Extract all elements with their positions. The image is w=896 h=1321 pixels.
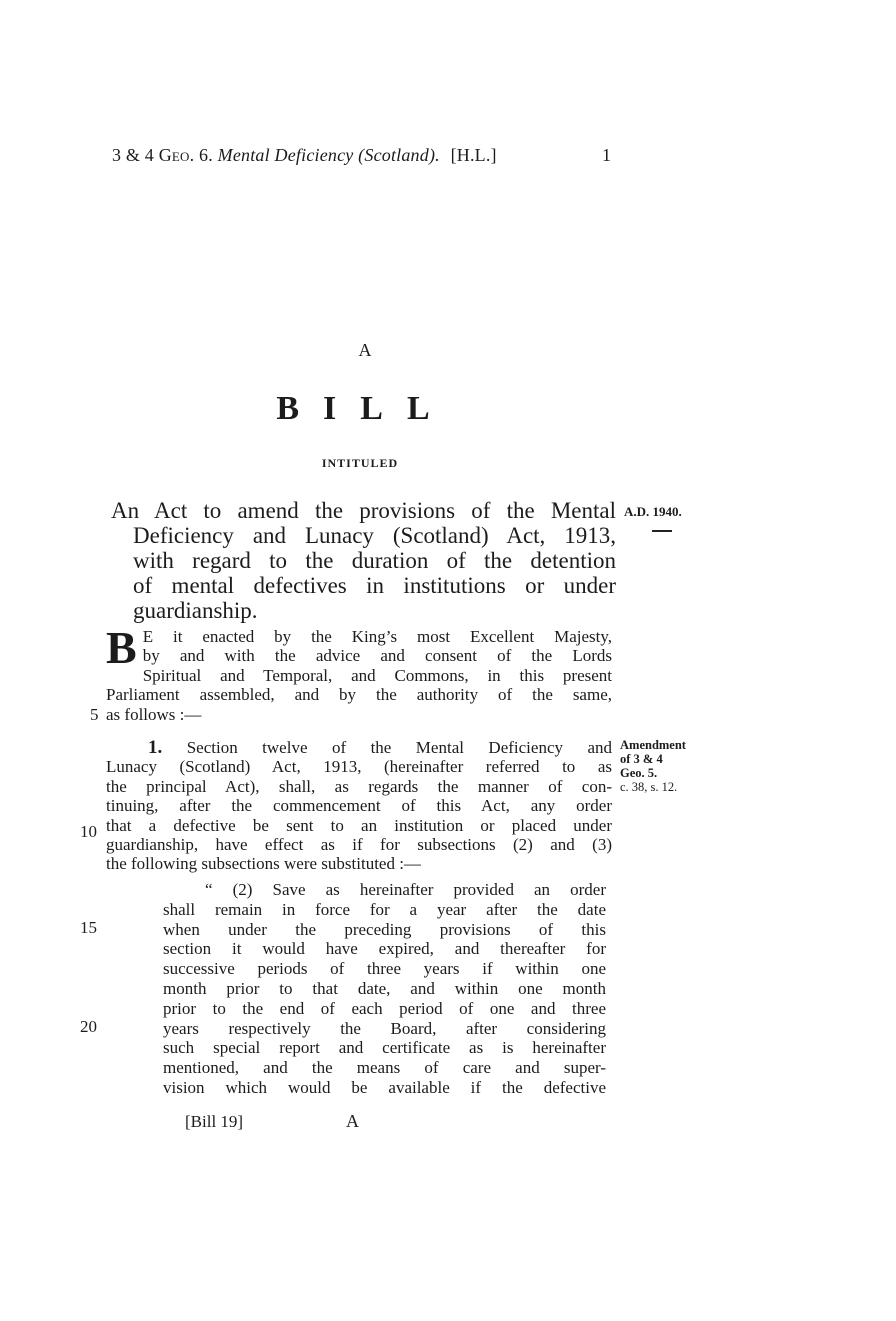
enacting-formula	[106, 622, 612, 724]
section-line: guardianship, have effect as if for subsections (2) and (3)	[106, 835, 612, 855]
quote-line: section it would have expired, and thereafter for	[163, 939, 606, 959]
section-margin-note	[620, 738, 720, 794]
section-line: tinuing, after the commencement of this Act, any order	[106, 796, 612, 816]
margin-note-heading: Amendment	[620, 738, 686, 752]
line-number: 10	[80, 822, 97, 841]
enacting-line: by and with the advice and consent of the Lords	[142, 646, 612, 666]
section-line	[106, 738, 612, 757]
margin-rule	[652, 530, 672, 532]
section-number: 1.	[148, 737, 163, 758]
quote-line: shall remain in force for a year after the date	[163, 899, 606, 919]
margin-note-line: c. 38, s. 12.	[620, 780, 678, 794]
page-number: 1	[602, 145, 611, 165]
section-line: that a defective be sent to an institution or placed under	[106, 815, 612, 835]
margin-year: A.D. 1940.	[624, 504, 682, 519]
title-bill: BILL	[276, 390, 454, 427]
long-title-line: of mental defectives in institutions or under	[133, 573, 616, 598]
quote-line: such special report and certificate as is hereinafter	[163, 1038, 606, 1058]
enacting-line: E it enacted by the King’s most Excellent Majesty,	[142, 627, 612, 646]
section-line: Lunacy (Scotland) Act, 1913, (hereinafter referred to as	[106, 757, 612, 777]
long-title	[111, 498, 616, 623]
dropcap: B	[106, 622, 137, 673]
title-intituled: INTITULED	[321, 456, 399, 470]
quote-line: prior to the end of each period of one and three	[163, 998, 606, 1018]
enacting-line: as follows :—	[106, 704, 202, 724]
quote-line: “ (2) Save as hereinafter provided an order	[205, 880, 606, 899]
signature-mark: A	[346, 1111, 359, 1131]
quote-line: month prior to that date, and within one month	[163, 978, 606, 998]
short-title: Mental Deficiency (Scotland).	[217, 145, 440, 165]
long-title-line: Deficiency and Lunacy (Scotland) Act, 1913,	[133, 523, 616, 548]
regnal-year: 3 & 4 Geo. 6.	[112, 145, 213, 165]
enacting-line: Spiritual and Temporal, and Commons, in this present	[142, 665, 612, 685]
house-marker: [H.L.]	[450, 145, 497, 165]
section-line: the principal Act), shall, as regards the manner of con-	[106, 776, 612, 796]
margin-note-line: of 3 & 4	[620, 752, 663, 766]
quote-line: successive periods of three years if within one	[163, 959, 606, 979]
margin-note-line: Geo. 5.	[620, 766, 658, 780]
long-title-line: with regard to the duration of the detention	[133, 548, 616, 573]
bill-reference: [Bill 19]	[185, 1112, 244, 1131]
quote-line: mentioned, and the means of care and super-	[163, 1058, 606, 1078]
substituted-subsection	[163, 880, 606, 1098]
section-1	[106, 738, 612, 874]
long-title-line: An Act to amend the provisions of the Mental	[111, 498, 616, 523]
running-head	[112, 145, 612, 166]
section-line-text: Section twelve of the Mental Deficiency and	[186, 738, 613, 757]
quote-line: vision which would be available if the defective	[163, 1077, 606, 1097]
quote-line: years respectively the Board, after considering	[163, 1018, 606, 1038]
section-line: the following subsections were substituted :—	[106, 854, 421, 874]
line-number: 15	[80, 918, 97, 937]
long-title-line: guardianship.	[133, 598, 258, 623]
enacting-line: Parliament assembled, and by the authority of the same,	[106, 685, 612, 705]
line-number: 20	[80, 1017, 97, 1036]
quote-line: when under the preceding provisions of this	[163, 919, 606, 939]
line-number: 5	[90, 705, 99, 724]
title-a: A	[358, 340, 372, 360]
